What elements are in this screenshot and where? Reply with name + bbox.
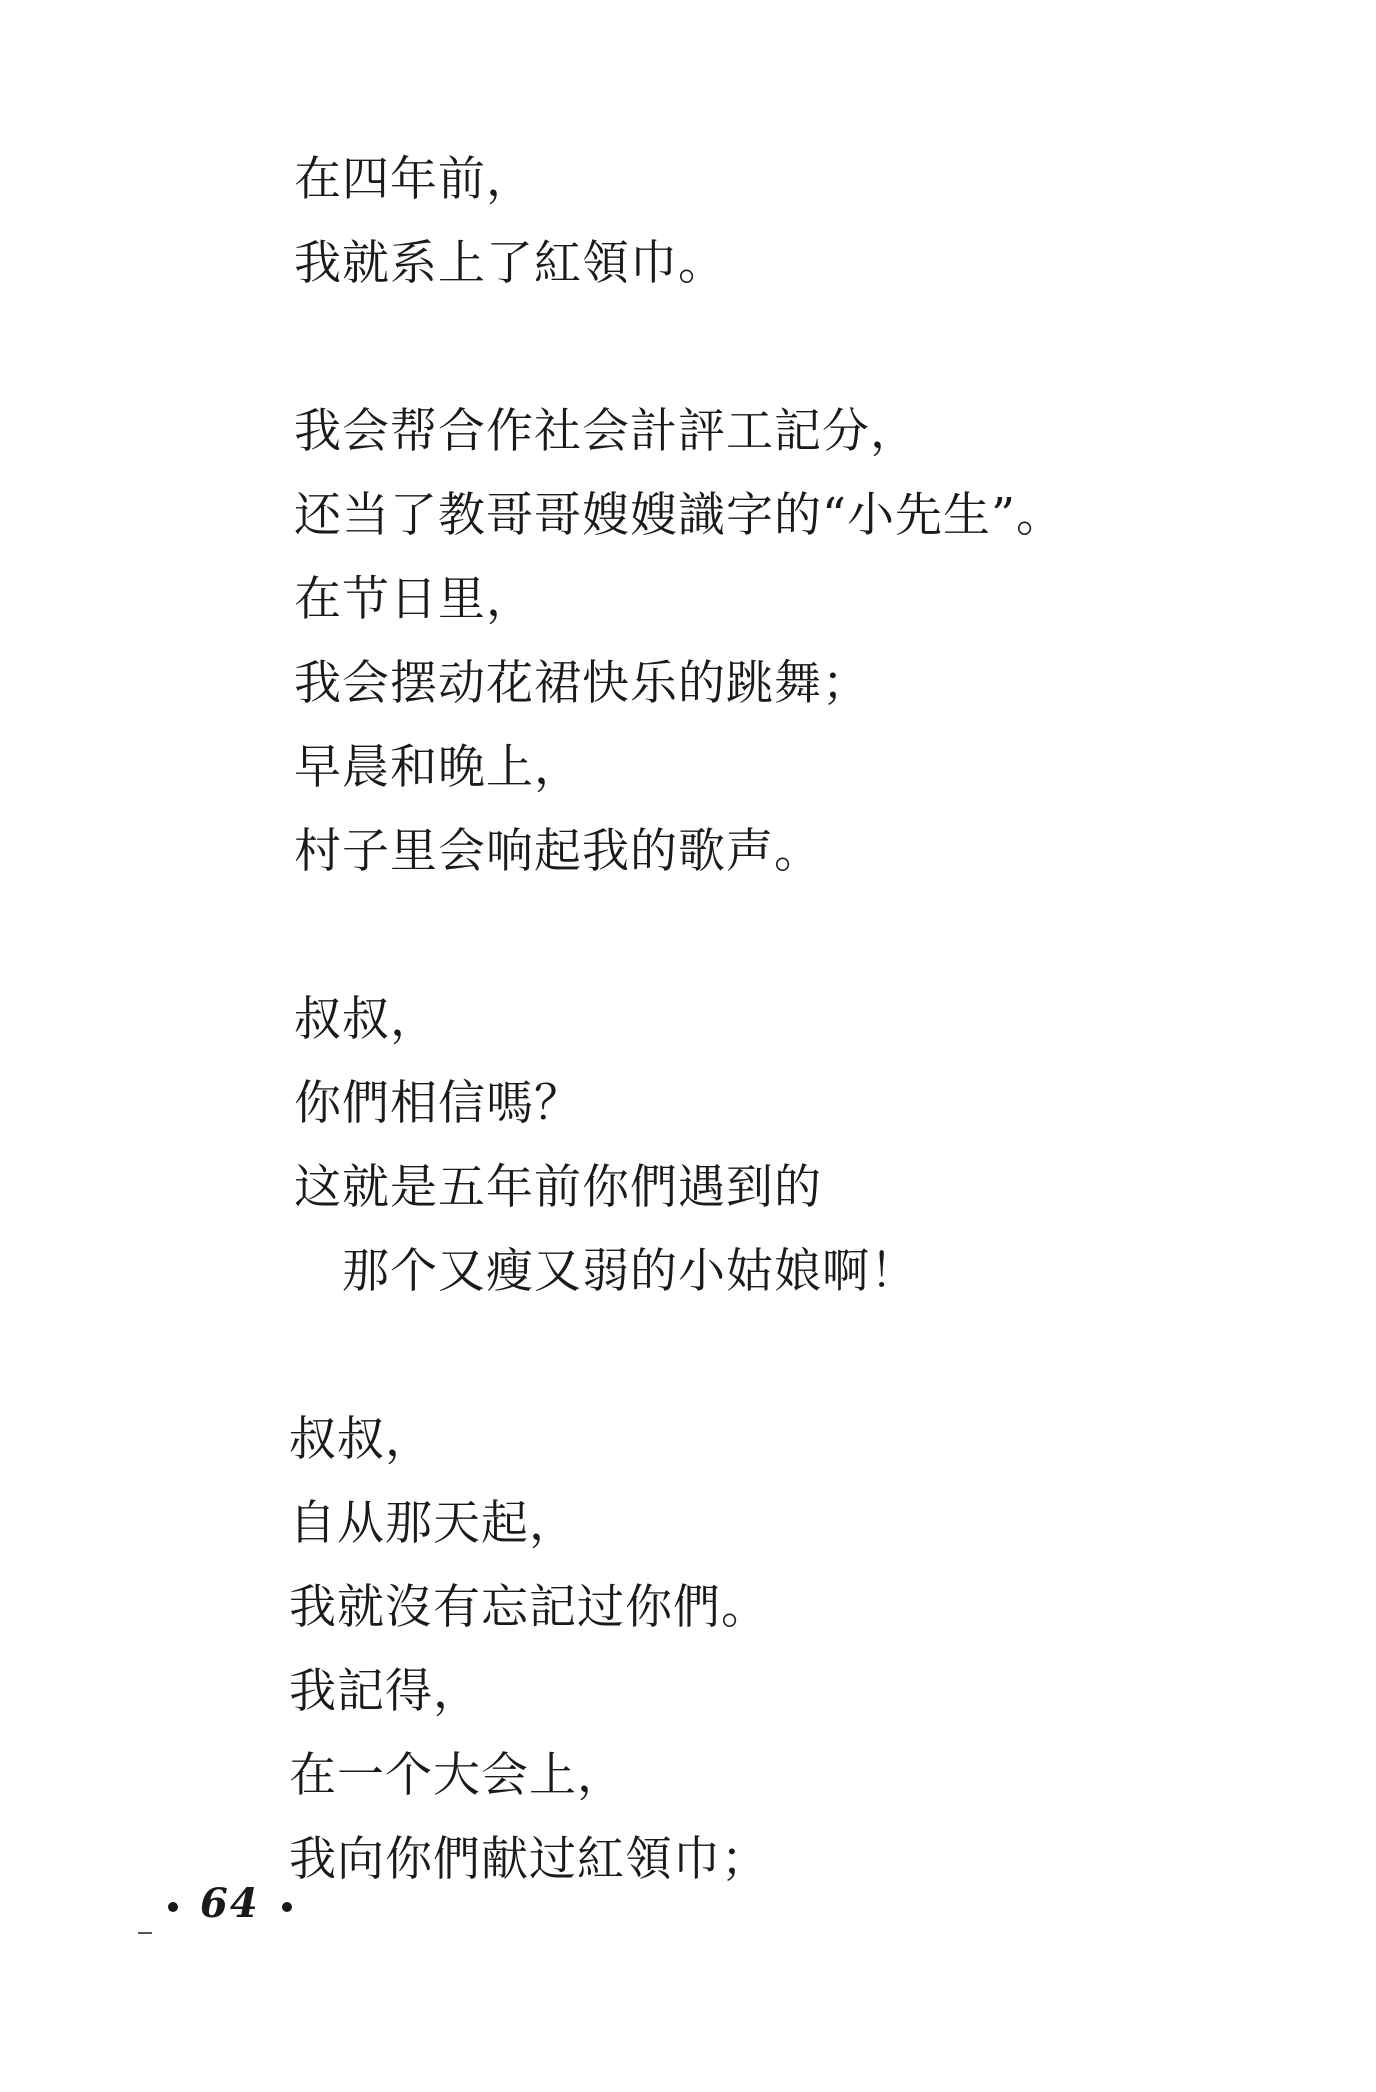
poem-line: 我記得， bbox=[289, 1664, 481, 1719]
poem-line: 在一个大会上， bbox=[289, 1748, 625, 1803]
stanza-3 bbox=[294, 978, 1294, 1314]
stanza-4 bbox=[289, 1398, 1294, 1902]
poem-line: 我就系上了紅領巾。 bbox=[294, 236, 726, 291]
stanza-1 bbox=[294, 138, 1294, 306]
poem-line: 在节日里， bbox=[294, 572, 534, 627]
bullet-icon bbox=[168, 1902, 178, 1912]
poem-line: 自从那天起， bbox=[289, 1496, 577, 1551]
page-number-value: 64 bbox=[200, 1880, 260, 1927]
poem-body bbox=[289, 138, 1294, 1986]
poem-line: 我会帮合作社会計評工記分， bbox=[294, 404, 918, 459]
stanza-2 bbox=[294, 390, 1294, 894]
poem-line: 你們相信嗎？ bbox=[294, 1076, 582, 1131]
poem-line: 我就沒有忘記过你們。 bbox=[289, 1580, 769, 1635]
poem-line: 村子里会响起我的歌声。 bbox=[294, 824, 822, 879]
poem-line: 早晨和晚上， bbox=[294, 740, 582, 795]
poem-line: 叔叔， bbox=[289, 1412, 433, 1467]
page-number bbox=[146, 1880, 314, 1927]
poem-line: 叔叔， bbox=[294, 992, 438, 1047]
poem-line: 我会摆动花裙快乐的跳舞； bbox=[294, 656, 870, 711]
print-mark bbox=[138, 1932, 152, 1934]
poem-line: 我向你們献过紅領巾； bbox=[289, 1832, 769, 1887]
poem-line: 在四年前， bbox=[294, 152, 534, 207]
poem-line: 还当了教哥哥嫂嫂識字的“小先生”。 bbox=[294, 488, 1065, 543]
poem-line-indented: 那个又瘦又弱的小姑娘啊！ bbox=[342, 1244, 918, 1299]
poem-line: 这就是五年前你們遇到的 bbox=[294, 1160, 822, 1215]
bullet-icon bbox=[282, 1902, 292, 1912]
